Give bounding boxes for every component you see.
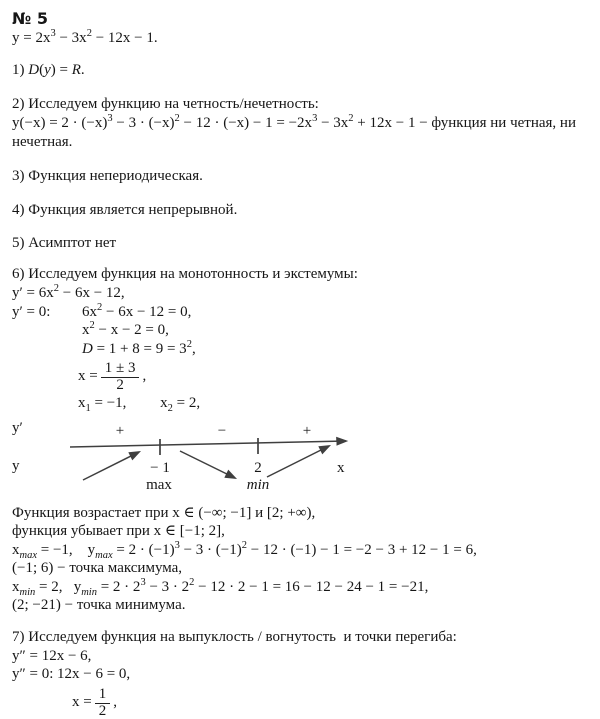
number-line-axis <box>70 441 346 447</box>
aperiodicity-line: 3) Функция непериодическая. <box>12 168 203 184</box>
max-label: max <box>146 476 172 493</box>
y-axis-label: y <box>12 457 20 474</box>
first-derivative-line: $y' = 6x^2 - 6x - 12$, <box>12 283 125 301</box>
roots-formula-lhs: x = <box>78 368 98 384</box>
continuity-line: 4) Функция является непрерывной. <box>12 202 238 218</box>
second-derivative-zero-equation: 12x − 6 = 0, <box>57 666 131 682</box>
reduced-equation-line: $x^2 - x - 2 = 0$, <box>82 320 169 338</box>
minus-sign-middle: − <box>217 422 227 439</box>
roots-formula-line <box>12 360 600 393</box>
minimum-calculation-line: $x_{min} = 2$, $y_{min} = 2 \cdot 2^3 - 3 \cdot 2^2 - 12 \cdot 2 - 1 = 16 - 12 - 24 - 1 = -21$, <box>12 576 429 598</box>
roots-fraction-numerator: 1 ± 3 <box>101 360 140 378</box>
maximum-point-line: (−1; 6) − точка максимума, <box>12 560 183 576</box>
parity-calculation: $y(-x) = 2 \cdot (-x)^3 - 3 \cdot (-x)^2 - 12 \cdot (-x) - 1 = -2x^3 - 3x^2 + 12x - 1$ − функция ни четная, ни нечетная. <box>12 113 576 150</box>
inflection-fraction-denominator: 2 <box>98 702 107 719</box>
derivative-zero-line <box>12 303 600 322</box>
sign-chart-diagram <box>12 416 600 496</box>
problem-number: № 5 <box>12 9 48 28</box>
derivative-zero-equation: $6x^2 - 6x - 12 = 0$, <box>82 301 192 320</box>
tick-label-minus-one: − 1 <box>150 459 170 476</box>
second-derivative-zero-line <box>12 665 600 684</box>
increasing-arrow-right <box>267 446 329 477</box>
x-axis-label: x <box>337 459 345 476</box>
min-label: min <box>246 476 270 493</box>
convexity-heading: 7) Исследуем функция на выпуклость / вогнутость и точки перегиба: <box>12 628 457 645</box>
increase-interval-line: Функция возрастает при x ∈ (−∞; −1] и [2; +∞), <box>12 504 316 521</box>
y-prime-axis-label: y′ <box>12 419 23 436</box>
decreasing-arrow <box>180 451 235 478</box>
asymptotes-line: 5) Асимптот нет <box>12 235 117 251</box>
inflection-fraction <box>95 686 111 719</box>
roots-formula-comma: , <box>142 368 147 384</box>
derivative-zero-label: y′ = 0: <box>12 303 51 320</box>
second-derivative-line: y″ = 12x − 6, <box>12 647 92 664</box>
domain-line: 1) D(y) = R. <box>12 62 85 78</box>
roots-fraction <box>101 360 140 393</box>
second-derivative-zero-label: y″ = 0: <box>12 666 54 682</box>
inflection-formula-line <box>12 686 600 719</box>
maximum-calculation-line: $x_{max} = -1$, $y_{max} = 2 \cdot (-1)^3 - 3 \cdot (-1)^2 - 12 \cdot (-1) - 1 = -2 - 3 + 12 - 1 = 6$, <box>12 539 477 561</box>
discriminant-line: $D = 1 + 8 = 9 = 3^2$, <box>82 338 196 357</box>
roots-values-line: $x_1 = -1$, $x_2 = 2$, <box>78 395 201 414</box>
increasing-arrow-left <box>83 452 139 480</box>
roots-fraction-denominator: 2 <box>116 377 124 393</box>
inflection-comma: , <box>113 693 117 710</box>
inflection-lhs: x = <box>72 693 92 710</box>
inflection-fraction-numerator: 1 <box>95 686 111 704</box>
monotonicity-conclusions <box>12 504 600 615</box>
function-definition: $y = 2x^3 - 3x^2 - 12x - 1$. <box>12 28 158 46</box>
plus-sign-right: + <box>302 422 312 439</box>
monotonicity-heading: 6) Исследуем функция на монотонность и экстемумы: <box>12 266 358 282</box>
decrease-interval-line: функция убывает при x ∈ [−1; 2], <box>12 523 225 539</box>
plus-sign-left: + <box>115 422 125 439</box>
minimum-point-line: (2; −21) − точка минимума. <box>12 597 186 613</box>
parity-heading: 2) Исследуем функцию на четность/нечетность: <box>12 96 319 112</box>
tick-label-two: 2 <box>254 459 262 476</box>
